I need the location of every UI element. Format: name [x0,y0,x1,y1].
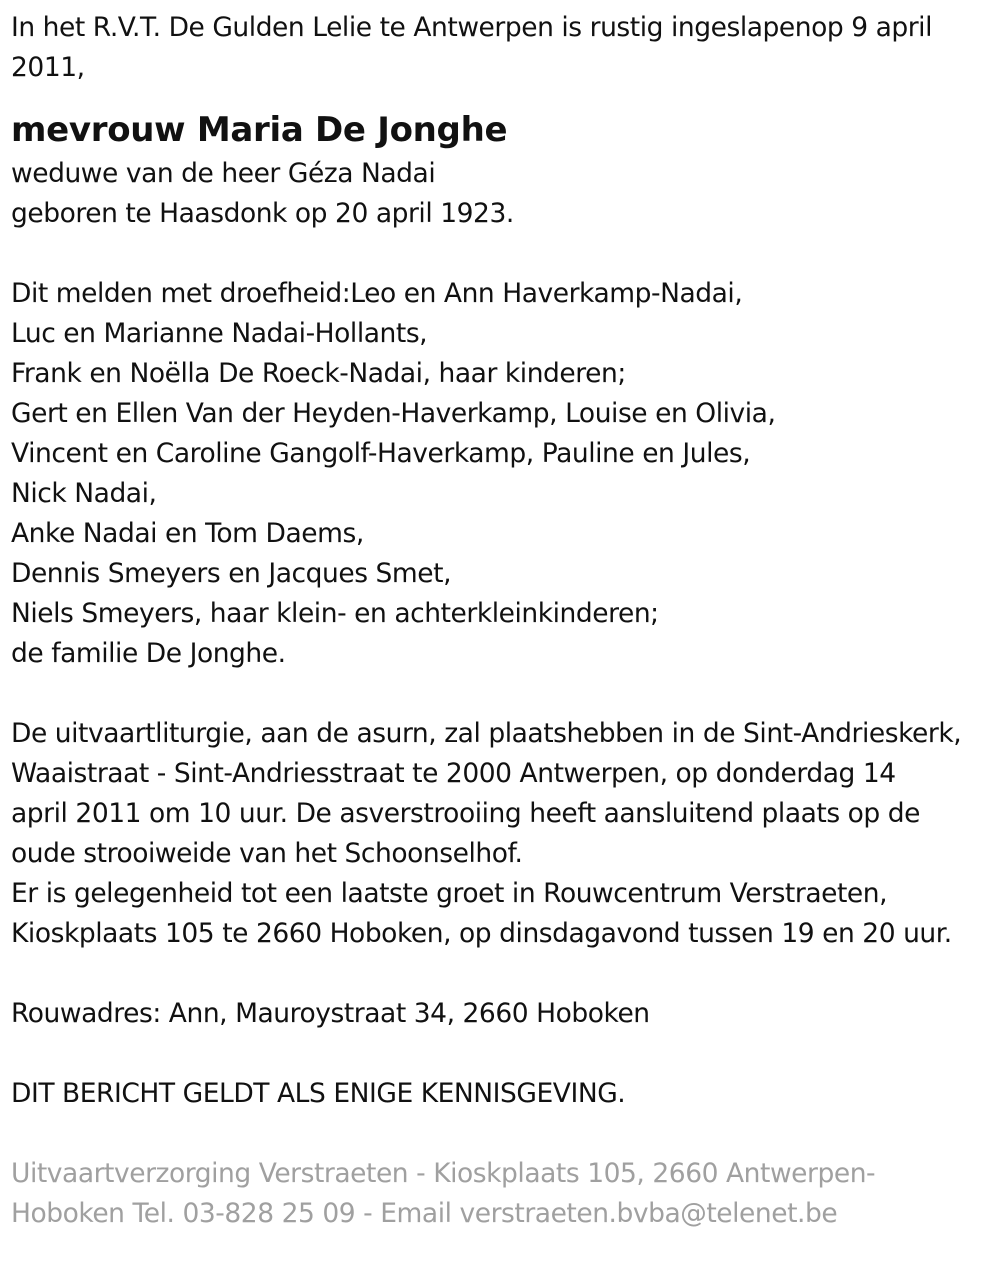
ceremony-details [11,714,993,954]
mourner-line: Dennis Smeyers en Jacques Smet, [11,558,452,589]
mourner-line: de familie De Jonghe. [11,638,286,669]
mourner-line: Gert en Ellen Van der Heyden-Haverkamp, Louise en Olivia, [11,398,776,429]
ceremony-line: Kioskplaats 105 te 2660 Hoboken, op dinsdagavond tussen 19 en 20 uur. [11,918,952,949]
funeral-director-footer [11,1154,993,1234]
mourner-line: Niels Smeyers, haar klein- en achterkleinkinderen; [11,598,659,629]
spacer [11,954,993,994]
spacer [11,1114,993,1154]
mourner-line: Nick Nadai, [11,478,157,509]
mourning-address: Rouwadres: Ann, Mauroystraat 34, 2660 Hoboken [11,998,650,1029]
mourner-line: Frank en Noëlla De Roeck-Nadai, haar kinderen; [11,358,626,389]
mourner-line: Luc en Marianne Nadai-Hollants, [11,318,428,349]
spacer [11,674,993,714]
ceremony-line: april 2011 om 10 uur. De asverstrooiing heeft aansluitend plaats op de [11,798,921,829]
footer-line: Uitvaartverzorging Verstraeten - Kioskplaats 105, 2660 Antwerpen- [11,1158,876,1189]
obituary-notice [11,8,993,1234]
intro-text: In het R.V.T. De Gulden Lelie te Antwerpen is rustig ingeslapenop 9 april 2011, [11,12,933,83]
spacer [11,234,993,274]
widow-of-text: weduwe van de heer Géza Nadai [11,158,436,189]
ceremony-line: Waaistraat - Sint-Andriesstraat te 2000 Antwerpen, op donderdag 14 [11,758,896,789]
ceremony-line: oude strooiweide van het Schoonselhof. [11,838,523,869]
deceased-name: mevrouw Maria De Jonghe [11,110,508,150]
notice-text: DIT BERICHT GELDT ALS ENIGE KENNISGEVING. [11,1078,626,1109]
footer-line: Hoboken Tel. 03-828 25 09 - Email verstraeten.bvba@telenet.be [11,1198,838,1229]
spacer [11,1034,993,1074]
mourner-line: Dit melden met droefheid:Leo en Ann Haverkamp-Nadai, [11,278,743,309]
ceremony-line: Er is gelegenheid tot een laatste groet in Rouwcentrum Verstraeten, [11,878,888,909]
ceremony-line: De uitvaartliturgie, aan de asurn, zal plaatshebben in de Sint-Andrieskerk, [11,718,962,749]
mourner-line: Anke Nadai en Tom Daems, [11,518,364,549]
mourner-line: Vincent en Caroline Gangolf-Haverkamp, Pauline en Jules, [11,438,751,469]
birth-text: geboren te Haasdonk op 20 april 1923. [11,198,514,229]
mourners-list [11,274,993,674]
